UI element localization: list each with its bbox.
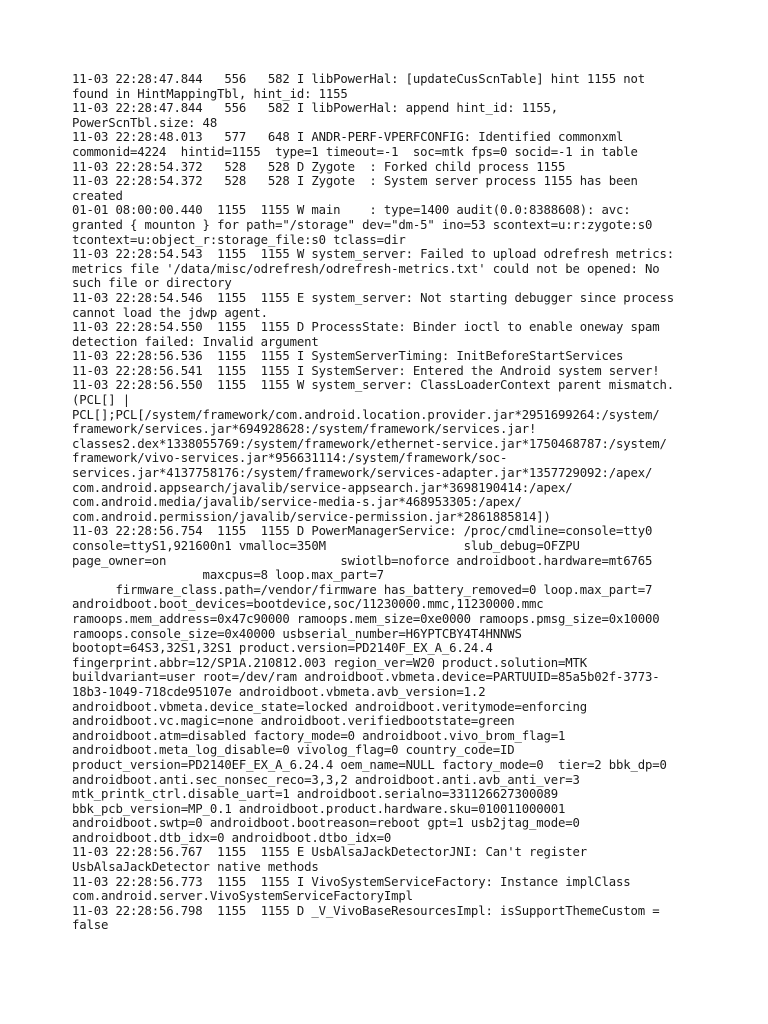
log-line: 11-03 22:28:56.767 1155 1155 E UsbAlsaJackDetectorJNI: Can't register <box>72 845 587 860</box>
log-line: 11-03 22:28:56.754 1155 1155 D PowerManagerService: /proc/cmdline=console=tty0 <box>72 524 653 539</box>
log-line: UsbAlsaJackDetector native methods <box>72 860 319 875</box>
log-line: ramoops.mem_address=0x47c90000 ramoops.mem_size=0xe0000 ramoops.pmsg_size=0x10000 <box>72 611 660 626</box>
log-line: 11-03 22:28:47.844 556 582 I libPowerHal: append hint_id: 1155, <box>72 101 558 116</box>
log-line: granted { mounton } for path="/storage" dev="dm-5" ino=53 scontext=u:r:zygote:s0 <box>72 217 653 232</box>
log-line: cannot load the jdwp agent. <box>72 305 268 320</box>
log-line: 11-03 22:28:54.550 1155 1155 D ProcessState: Binder ioctl to enable oneway spam <box>72 320 660 335</box>
log-line: PCL[];PCL[/system/framework/com.android.location.provider.jar*2951699264:/system/ <box>72 407 660 422</box>
log-line: product_version=PD2140EF_EX_A_6.24.4 oem_name=NULL factory_mode=0 tier=2 bbk_dp=0 <box>72 757 667 772</box>
log-line: androidboot.atm=disabled factory_mode=0 androidboot.vivo_brom_flag=1 <box>72 728 566 743</box>
log-line: androidboot.dtb_idx=0 androidboot.dtbo_idx=0 <box>72 830 392 845</box>
log-line: 11-03 22:28:56.541 1155 1155 I SystemServer: Entered the Android system server! <box>72 363 660 378</box>
log-line: androidboot.meta_log_disable=0 vivolog_flag=0 country_code=ID <box>72 743 515 758</box>
log-line: 11-03 22:28:54.372 528 528 I Zygote : System server process 1155 has been <box>72 174 638 189</box>
log-line: mtk_printk_ctrl.disable_uart=1 androidboot.serialno=331126627300089 <box>72 787 558 802</box>
log-line: 11-03 22:28:47.844 556 582 I libPowerHal: [updateCusScnTable] hint 1155 not <box>72 72 646 86</box>
log-line: 18b3-1049-718cde95107e androidboot.vbmeta.avb_version=1.2 <box>72 684 486 699</box>
log-line: androidboot.vc.magic=none androidboot.verifiedbootstate=green <box>72 714 515 729</box>
log-line: maxcpus=8 loop.max_part=7 <box>72 568 384 583</box>
log-line: detection failed: Invalid argument <box>72 334 319 349</box>
log-line: buildvariant=user root=/dev/ram androidboot.vbmeta.device=PARTUUID=85a5b02f-3773- <box>72 670 660 685</box>
log-line: androidboot.anti.sec_nonsec_reco=3,3,2 androidboot.anti.avb_anti_ver=3 <box>72 772 580 787</box>
log-line: (PCL[] | <box>72 393 131 408</box>
log-line: 01-01 08:00:00.440 1155 1155 W main : type=1400 audit(0.0:8388608): avc: <box>72 203 631 218</box>
log-line: 11-03 22:28:54.372 528 528 D Zygote : Forked child process 1155 <box>72 159 566 174</box>
log-line: metrics file '/data/misc/odrefresh/odrefresh-metrics.txt' could not be opened: No <box>72 261 660 276</box>
log-line: com.android.permission/javalib/service-permission.jar*2861885814]) <box>72 509 551 524</box>
log-line: PowerScnTbl.size: 48 <box>72 115 218 130</box>
log-line: 11-03 22:28:56.798 1155 1155 D _V_VivoBaseResourcesImpl: isSupportThemeCustom = <box>72 903 660 918</box>
log-line: androidboot.vbmeta.device_state=locked androidboot.veritymode=enforcing <box>72 699 587 714</box>
log-line: 11-03 22:28:56.773 1155 1155 I VivoSystemServiceFactory: Instance implClass <box>72 874 631 889</box>
log-line: such file or directory <box>72 276 232 291</box>
log-line: console=ttyS1,921600n1 vmalloc=350M slub_debug=OFZPU <box>72 539 580 553</box>
log-line: bootopt=64S3,32S1,32S1 product.version=PD2140F_EX_A_6.24.4 <box>72 641 493 656</box>
log-line: found in HintMappingTbl, hint_id: 1155 <box>72 86 348 101</box>
log-line: framework/vivo-services.jar*956631114:/system/framework/soc- <box>72 451 508 466</box>
log-text-body <box>72 72 702 933</box>
log-line: androidboot.swtp=0 androidboot.bootreason=reboot gpt=1 usb2jtag_mode=0 <box>72 816 580 831</box>
log-line: androidboot.boot_devices=bootdevice,soc/11230000.mmc,11230000.mmc <box>72 597 544 612</box>
log-line: 11-03 22:28:56.536 1155 1155 I SystemServerTiming: InitBeforeStartServices <box>72 349 624 364</box>
log-line: com.android.media/javalib/service-media-s.jar*468953305:/apex/ <box>72 495 522 510</box>
log-line: com.android.server.VivoSystemServiceFactoryImpl <box>72 889 413 904</box>
log-line: fingerprint.abbr=12/SP1A.210812.003 region_ver=W20 product.solution=MTK <box>72 655 587 670</box>
log-line: commonid=4224 hintid=1155 type=1 timeout=-1 soc=mtk fps=0 socid=-1 in table <box>72 144 638 159</box>
log-line: 11-03 22:28:54.543 1155 1155 W system_server: Failed to upload odrefresh metrics: <box>72 247 675 262</box>
log-line: false <box>72 918 109 933</box>
log-line: created <box>72 188 123 203</box>
log-line: firmware_class.path=/vendor/firmware has_battery_removed=0 loop.max_part=7 <box>72 582 653 597</box>
log-line: 11-03 22:28:48.013 577 648 I ANDR-PERF-VPERFCONFIG: Identified commonxml <box>72 130 624 145</box>
log-line: classes2.dex*1338055769:/system/framework/ethernet-service.jar*1750468787:/system/ <box>72 436 667 451</box>
log-line: 11-03 22:28:54.546 1155 1155 E system_server: Not starting debugger since process <box>72 290 675 305</box>
log-line: ramoops.console_size=0x40000 usbserial_number=H6YPTCBY4T4HNNWS <box>72 626 522 641</box>
log-line: com.android.appsearch/javalib/service-appsearch.jar*3698190414:/apex/ <box>72 480 573 495</box>
log-line: page_owner=on swiotlb=noforce androidboot.hardware=mt6765 <box>72 553 653 568</box>
log-line: framework/services.jar*694928628:/system/framework/services.jar! <box>72 422 537 437</box>
log-line: 11-03 22:28:56.550 1155 1155 W system_server: ClassLoaderContext parent mismatch. <box>72 378 675 393</box>
log-line: bbk_pcb_version=MP_0.1 androidboot.product.hardware.sku=010011000001 <box>72 801 566 816</box>
log-line: tcontext=u:object_r:storage_file:s0 tclass=dir <box>72 232 406 247</box>
log-line: services.jar*4137758176:/system/framework/services-adapter.jar*1357729092:/apex/ <box>72 466 653 481</box>
